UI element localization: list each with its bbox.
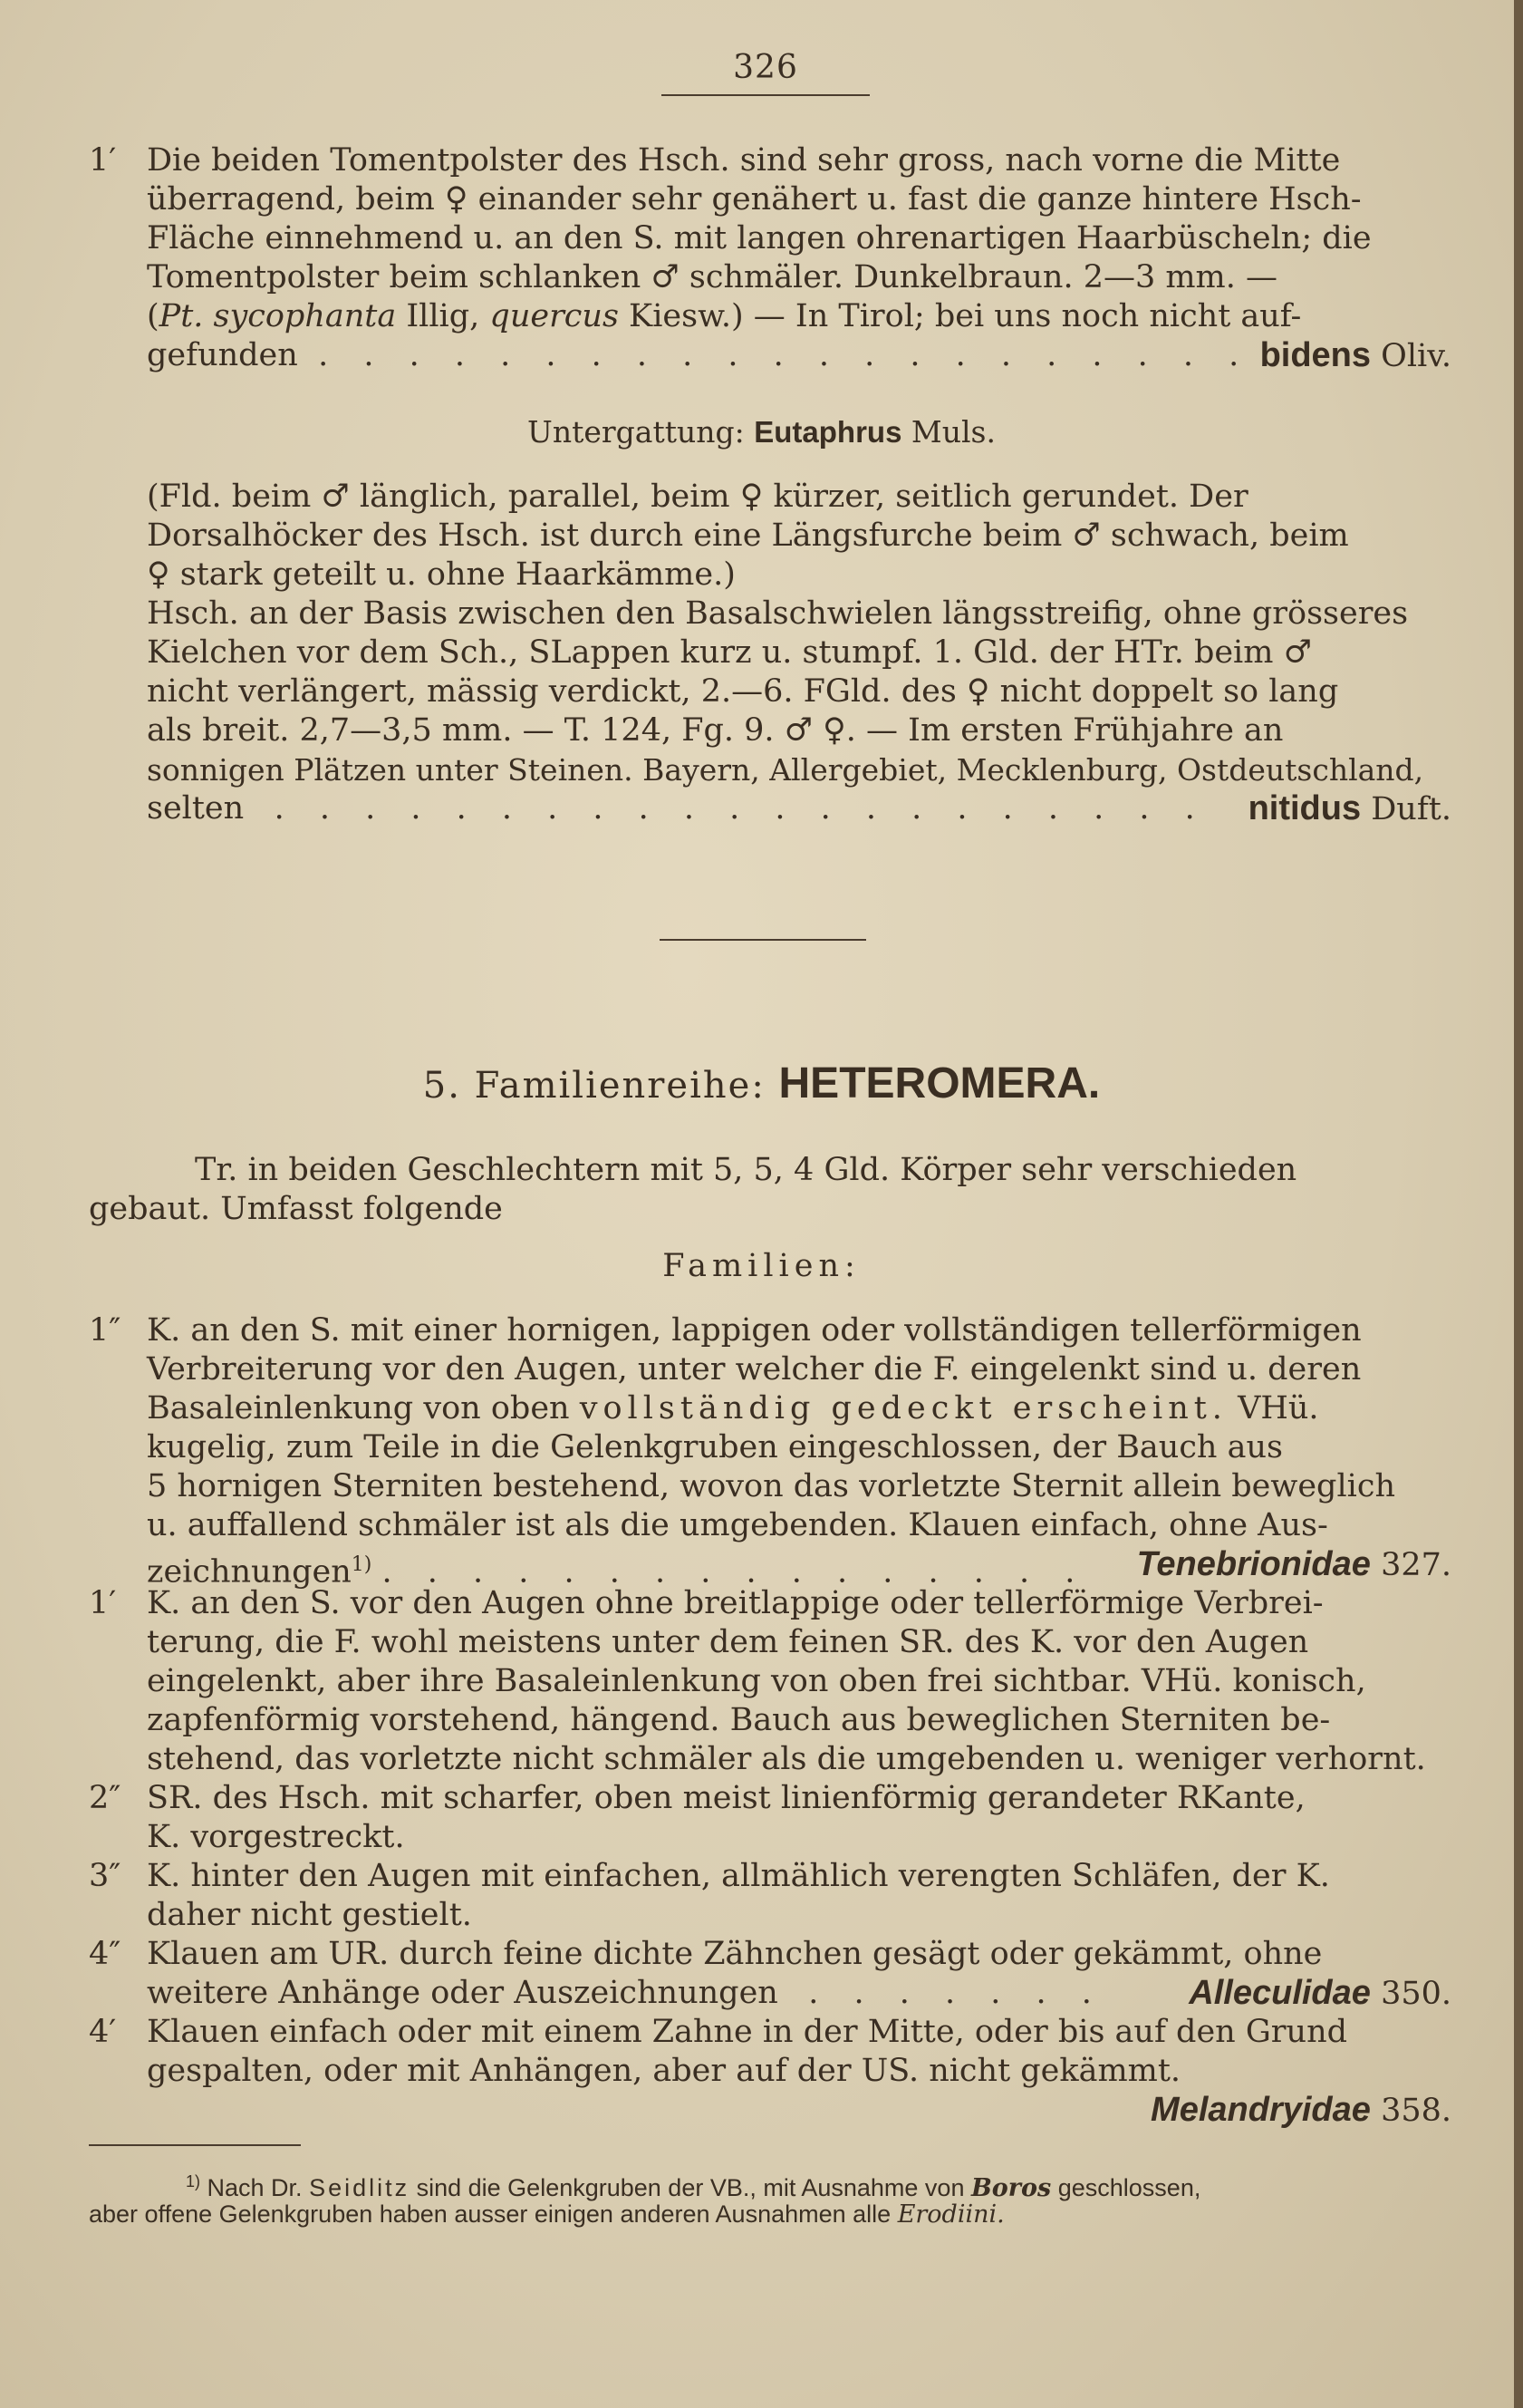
text-line: Tomentpolster beim schlanken ♂ schmäler. Dunkelbraun. 2—3 mm. — bbox=[147, 259, 1277, 295]
key-alleculidae bbox=[147, 1935, 1451, 2013]
text-line: Hsch. an der Basis zwischen den Basalschwielen längsstreifig, ohne grösseres bbox=[147, 595, 1409, 632]
page-reference: 350. bbox=[1381, 1976, 1451, 2012]
key-marker: 4″ bbox=[89, 1936, 121, 1972]
text-line: Verbreiterung vor den Augen, unter welcher die F. eingelenkt sind u. deren bbox=[147, 1351, 1362, 1388]
key-marker: 1′ bbox=[89, 1585, 117, 1621]
text-line: 5 hornigen Sterniten bestehend, wovon das vorletzte Sternit allein beweglich bbox=[147, 1468, 1395, 1504]
family-series-name: HETEROMERA. bbox=[778, 1059, 1101, 1107]
footnote-rule bbox=[89, 2144, 301, 2146]
intro-line: gebaut. Umfasst folgende bbox=[89, 1191, 503, 1227]
family-series-heading: 5. Familienreihe: HETEROMERA. bbox=[422, 1059, 1101, 1107]
text-line: stehend, das vorletzte nicht schmäler als die umgebenden u. weniger verhornt. bbox=[147, 1741, 1426, 1777]
tribe-name: Erodiini. bbox=[897, 2200, 1005, 2229]
text-line: K. hinter den Augen mit einfachen, allmählich verengten Schläfen, der K. bbox=[147, 1858, 1330, 1894]
genus-name: Boros bbox=[970, 2174, 1052, 2202]
section-separator bbox=[660, 939, 866, 941]
species-author: Duft. bbox=[1371, 791, 1451, 827]
key-marker: 4′ bbox=[89, 2014, 117, 2050]
text-line: selten . . . . . . . . . . . . . . . . . . . . . nitidus Duft. bbox=[147, 789, 1451, 827]
dot-leaders: . . . . . . . bbox=[808, 1975, 1104, 2011]
text-line: K. vorgestreckt. bbox=[147, 1819, 405, 1855]
text-line bbox=[147, 2091, 1451, 2131]
page-reference: 327. bbox=[1381, 1547, 1451, 1583]
text-line: u. auffallend schmäler ist als die umgebenden. Klauen einfach, ohne Aus- bbox=[147, 1507, 1328, 1543]
text-line: Klauen am UR. durch feine dichte Zähnchen gesägt oder gekämmt, ohne bbox=[147, 1936, 1323, 1972]
key-melandryidae bbox=[147, 2013, 1451, 2131]
text-line: Klauen einfach oder mit einem Zahne in der Mitte, oder bis auf den Grund bbox=[147, 2014, 1348, 2050]
text-line: zapfenförmig vorstehend, hängend. Bauch aus beweglichen Sterniten be- bbox=[147, 1702, 1331, 1738]
text-line: SR. des Hsch. mit scharfer, oben meist linienförmig gerandeter RKante, bbox=[147, 1780, 1306, 1816]
species-author: Oliv. bbox=[1381, 338, 1451, 374]
dot-leaders: . . . . . . . . . . . . . . . . . . . . . bbox=[318, 337, 1252, 373]
text-line: sonnigen Plätzen unter Steinen. Bayern, Allergebiet, Mecklenburg, Ostdeutschland, bbox=[147, 752, 1424, 788]
family-name: Alleculidae bbox=[1189, 1974, 1371, 2012]
text-line: Kielchen vor dem Sch., SLappen kurz u. stumpf. 1. Gld. der HTr. beim ♂ bbox=[147, 634, 1312, 671]
text-line: eingelenkt, aber ihre Basaleinlenkung von oben frei sichtbar. VHü. konisch, bbox=[147, 1663, 1366, 1699]
text-line: K. an den S. vor den Augen ohne breitlappige oder tellerförmige Verbrei- bbox=[147, 1585, 1324, 1621]
species-name-italic: quercus bbox=[489, 298, 619, 334]
dot-leaders: . . . . . . . . . . . . . . . . bbox=[381, 1553, 1088, 1591]
species-name: nitidus bbox=[1248, 789, 1362, 827]
page-number: 326 bbox=[733, 49, 798, 86]
key-marker: 1″ bbox=[89, 1312, 121, 1349]
intro-line: Tr. in beiden Geschlechtern mit 5, 5, 4 Gld. Körper sehr verschieden bbox=[195, 1152, 1297, 1188]
family-name: Tenebrionidae bbox=[1136, 1545, 1371, 1583]
text-line: weitere Anhänge oder Auszeichnungen . . . . . . . Alleculidae 350. bbox=[147, 1974, 1451, 2012]
key-marker: 1′ bbox=[89, 142, 117, 179]
subgenus-name: Eutaphrus bbox=[754, 415, 902, 449]
key-couplet bbox=[147, 1584, 1451, 1779]
family-name: Melandryidae bbox=[1151, 2091, 1371, 2129]
entry-bidens bbox=[147, 141, 1451, 375]
emphasis-spaced: vollständig gedeckt erscheint. bbox=[579, 1390, 1228, 1426]
text-line: Die beiden Tomentpolster des Hsch. sind sehr gross, nach vorne die Mitte bbox=[147, 142, 1341, 179]
footnote-reference: 1) bbox=[351, 1553, 372, 1576]
dot-leaders: . . . . . . . . . . . . . . . . . . . . . bbox=[274, 790, 1208, 827]
subgenus-heading: Untergattung: Eutaphrus Muls. bbox=[527, 414, 996, 450]
text-line: überragend, beim ♀ einander sehr genähert u. fast die ganze hintere Hsch- bbox=[147, 181, 1362, 218]
text-line: als breit. 2,7—3,5 mm. — T. 124, Fg. 9. ♂ ♀. — Im ersten Frühjahre an bbox=[147, 712, 1284, 749]
entry-nitidus bbox=[147, 478, 1451, 828]
text-line: Basaleinlenkung von oben vollständig gedeckt erscheint. VHü. bbox=[147, 1390, 1319, 1426]
text-line: terung, die F. wohl meistens unter dem feinen SR. des K. vor den Augen bbox=[147, 1624, 1309, 1660]
text-line: ♀ stark geteilt u. ohne Haarkämme.) bbox=[147, 556, 736, 593]
text-line: Dorsalhöcker des Hsch. ist durch eine Längsfurche beim ♂ schwach, beim bbox=[147, 517, 1349, 554]
families-label: Familien: bbox=[662, 1248, 861, 1284]
text-line: Fläche einnehmend u. an den S. mit langen ohrenartigen Haarbüscheln; die bbox=[147, 220, 1372, 256]
author-name: Seidlitz bbox=[309, 2174, 410, 2201]
text-line: zeichnungen$^{1)}$ . . . . . . . . . . . . . . . . Tenebrionidae 327. bbox=[147, 1545, 1451, 1591]
key-marker: 3″ bbox=[89, 1858, 121, 1894]
key-tenebrionidae bbox=[147, 1311, 1451, 1592]
key-couplet bbox=[147, 1779, 1451, 1857]
page-number-rule bbox=[661, 94, 870, 96]
footnote-line: $^{1)}$ Nach Dr. Seidlitz sind die Gelenkgruben der VB., mit Ausnahme von Boros geschlossen, bbox=[186, 2172, 1201, 2202]
text-line: gespalten, oder mit Anhängen, aber auf der US. nicht gekämmt. bbox=[147, 2053, 1181, 2089]
text-line: (Pt. sycophanta Illig, quercus Kiesw.) — In Tirol; bei uns noch nicht auf- bbox=[147, 298, 1302, 334]
key-marker: 2″ bbox=[89, 1780, 121, 1816]
key-couplet bbox=[147, 1857, 1451, 1935]
text-line: kugelig, zum Teile in die Gelenkgruben eingeschlossen, der Bauch aus bbox=[147, 1429, 1283, 1465]
text-line: gefunden . . . . . . . . . . . . . . . . . . . . . bidens Oliv. bbox=[147, 336, 1451, 374]
species-name: bidens bbox=[1259, 336, 1372, 374]
species-name-italic: Pt. sycophanta bbox=[159, 298, 397, 334]
text-line: K. an den S. mit einer hornigen, lappigen oder vollständigen tellerförmigen bbox=[147, 1312, 1362, 1349]
page-reference: 358. bbox=[1381, 2093, 1451, 2129]
text-line: nicht verlängert, mässig verdickt, 2.—6. FGld. des ♀ nicht doppelt so lang bbox=[147, 673, 1339, 710]
text-line: (Fld. beim ♂ länglich, parallel, beim ♀ kürzer, seitlich gerundet. Der bbox=[147, 479, 1248, 515]
footnote-line: aber offene Gelenkgruben haben ausser einigen anderen Ausnahmen alle Erodiini. bbox=[89, 2200, 1005, 2229]
text-line: daher nicht gestielt. bbox=[147, 1897, 472, 1933]
